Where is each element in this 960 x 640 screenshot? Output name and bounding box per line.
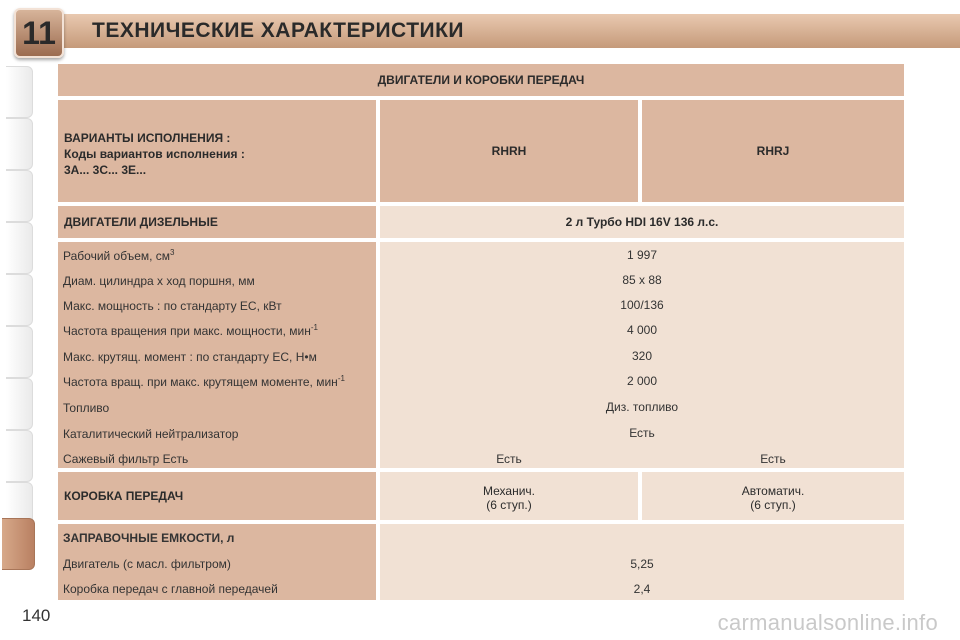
side-tab-6[interactable] (6, 326, 33, 378)
side-tab-2[interactable] (6, 118, 33, 170)
gearbox-auto-cell (642, 472, 904, 520)
side-tab-5[interactable] (6, 274, 33, 326)
variants-label-line1: ВАРИАНТЫ ИСПОЛНЕНИЯ : (64, 131, 231, 145)
capacities-title: ЗАПРАВОЧНЫЕ ЕМКОСТИ, л (63, 531, 235, 545)
chapter-side-tabs (6, 66, 34, 576)
gearbox-auto-gears: (6 ступ.) (750, 498, 796, 512)
capacity-label: Двигатель (с масл. фильтром) (63, 557, 231, 571)
spec-value: 320 (631, 349, 653, 363)
side-tab-1[interactable] (6, 66, 33, 118)
particle-filter-value-2: Есть (760, 452, 786, 466)
side-tab-active[interactable] (2, 518, 35, 570)
spec-label: Рабочий объем, $см^3$ (63, 248, 175, 263)
page-number: 140 (22, 606, 51, 625)
particle-filter-value-1: Есть (496, 452, 522, 466)
variant-code-1: RHRH (380, 100, 638, 202)
spec-value: Диз. топливо (605, 400, 679, 414)
section-title: ДВИГАТЕЛИ И КОРОБКИ ПЕРЕДАЧ (58, 64, 904, 96)
capacity-value: 5,25 (630, 557, 654, 571)
capacity-value: 2,4 (633, 582, 651, 596)
spec-label: Частота вращения при макс. мощности, мин$^{-1}$ (63, 323, 318, 338)
side-tab-4[interactable] (6, 222, 33, 274)
diesel-engine-value: 2 л Турбо HDI 16V 136 л.с. (380, 206, 904, 238)
spec-label: Каталитический нейтрализатор (63, 427, 239, 441)
gearbox-manual-type: Механич. (483, 484, 535, 498)
spec-label: Макс. мощность : по стандарту ЕС, кВт (63, 299, 282, 313)
variants-label-line2: Коды вариантов исполнения : (64, 147, 245, 161)
side-tab-3[interactable] (6, 170, 33, 222)
gearbox-manual-gears: (6 ступ.) (486, 498, 532, 512)
side-tab-7[interactable] (6, 378, 33, 430)
spec-value: 100/136 (620, 298, 664, 312)
spec-value: 1 997 (626, 248, 658, 262)
gearbox-auto-type: Автоматич. (741, 484, 805, 498)
gearbox-label: КОРОБКА ПЕРЕДАЧ (58, 472, 376, 520)
gearbox-manual-cell (380, 472, 638, 520)
variant-code-2: RHRJ (642, 100, 904, 202)
particle-filter-label: Сажевый фильтр Есть (63, 452, 189, 466)
spec-value: 2 000 (626, 374, 658, 388)
spec-label: Макс. крутящ. момент : по стандарту ЕС, Н•м (63, 350, 317, 364)
spec-value: Есть (629, 426, 655, 440)
spec-label: Частота вращ. при макс. крутящем моменте, мин$^{-1}$ (63, 374, 345, 389)
capacity-label: Коробка передач с главной передачей (63, 582, 278, 596)
page-title: ТЕХНИЧЕСКИЕ ХАРАКТЕРИСТИКИ (92, 19, 465, 42)
spec-value: 85 x 88 (622, 273, 662, 287)
variants-label-line3: 3A... 3C... 3E... (64, 163, 147, 177)
watermark: carmanualsonline.info (717, 610, 938, 635)
variants-label-cell (58, 100, 376, 202)
spec-label: Топливо (63, 401, 110, 415)
side-tab-8[interactable] (6, 430, 33, 482)
diesel-engines-label: ДВИГАТЕЛИ ДИЗЕЛЬНЫЕ (58, 206, 376, 238)
spec-value: 4 000 (626, 323, 658, 337)
chapter-number-tab[interactable]: 11 (14, 8, 64, 58)
spec-label: Диам. цилиндра x ход поршня, мм (63, 274, 255, 288)
